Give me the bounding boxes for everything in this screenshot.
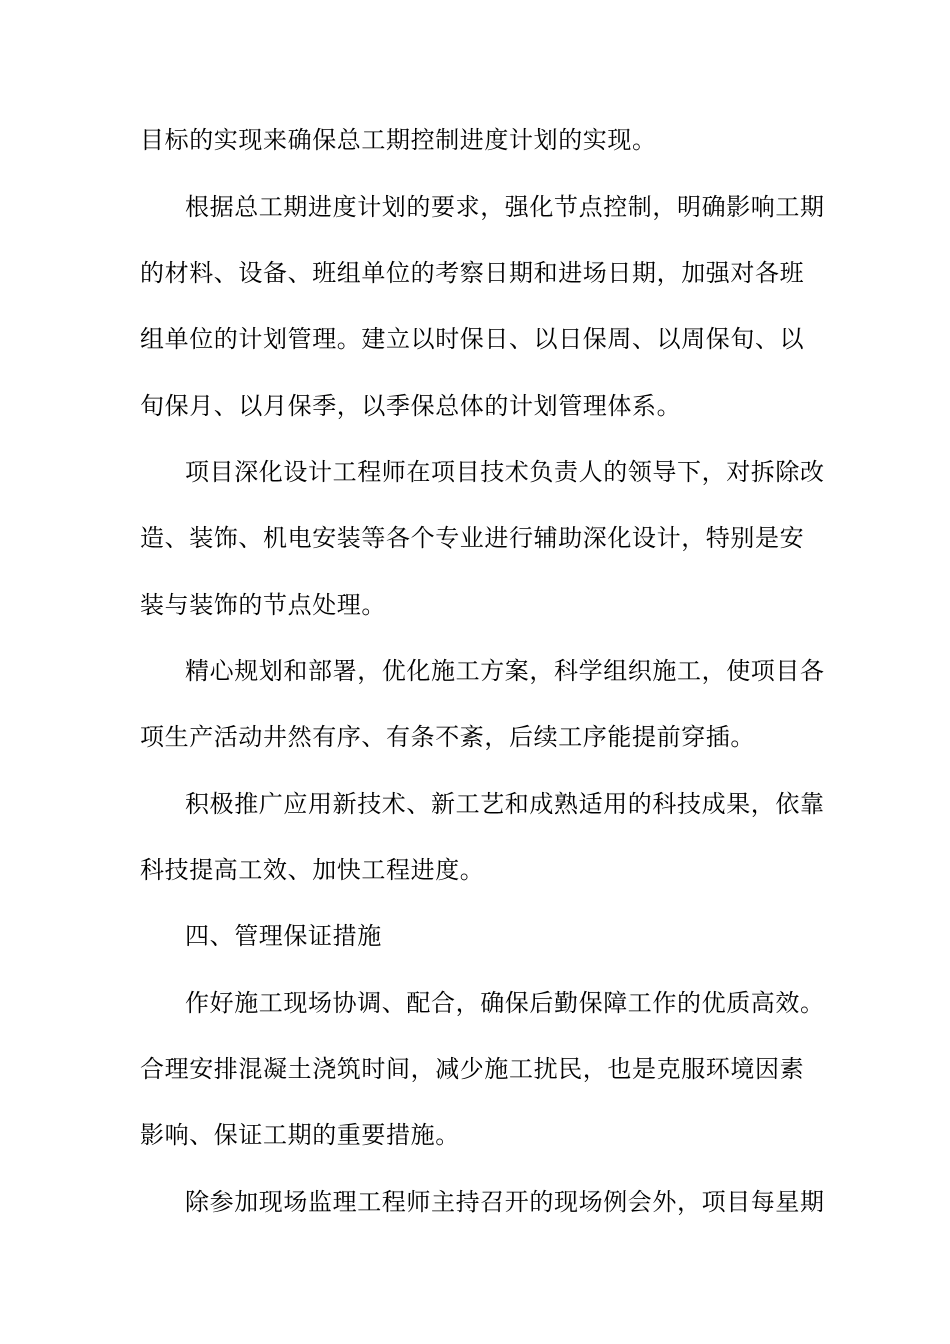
text-line: 组单位的计划管理。建立以时保日、以日保周、以周保旬、以 [140,325,805,353]
text-line: 造、装饰、机电安装等各个专业进行辅助深化设计，特别是安 [140,524,805,552]
text-line: 的材料、设备、班组单位的考察日期和进场日期，加强对各班 [140,259,805,287]
section-heading: 四、管理保证措施 [185,922,382,950]
text-line: 旬保月、以月保季，以季保总体的计划管理体系。 [140,392,682,420]
text-line: 目标的实现来确保总工期控制进度计划的实现。 [140,126,657,154]
paragraph-start-line: 作好施工现场协调、配合，确保后勤保障工作的优质高效。 [185,989,825,1017]
paragraph-start-line: 项目深化设计工程师在项目技术负责人的领导下，对拆除改 [185,458,825,486]
text-line: 科技提高工效、加快工程进度。 [140,856,485,884]
paragraph-start-line: 精心规划和部署，优化施工方案，科学组织施工，使项目各 [185,657,825,685]
text-line: 合理安排混凝土浇筑时间，减少施工扰民，也是克服环境因素 [140,1055,805,1083]
text-line: 装与装饰的节点处理。 [140,591,386,619]
paragraph-start-line: 根据总工期进度计划的要求，强化节点控制，明确影响工期 [185,193,825,221]
paragraph-start-line: 积极推广应用新技术、新工艺和成熟适用的科技成果，依靠 [185,790,825,818]
text-line: 项生产活动井然有序、有条不紊，后续工序能提前穿插。 [140,723,755,751]
text-line: 影响、保证工期的重要措施。 [140,1121,460,1149]
paragraph-start-line: 除参加现场监理工程师主持召开的现场例会外，项目每星期 [185,1188,825,1216]
